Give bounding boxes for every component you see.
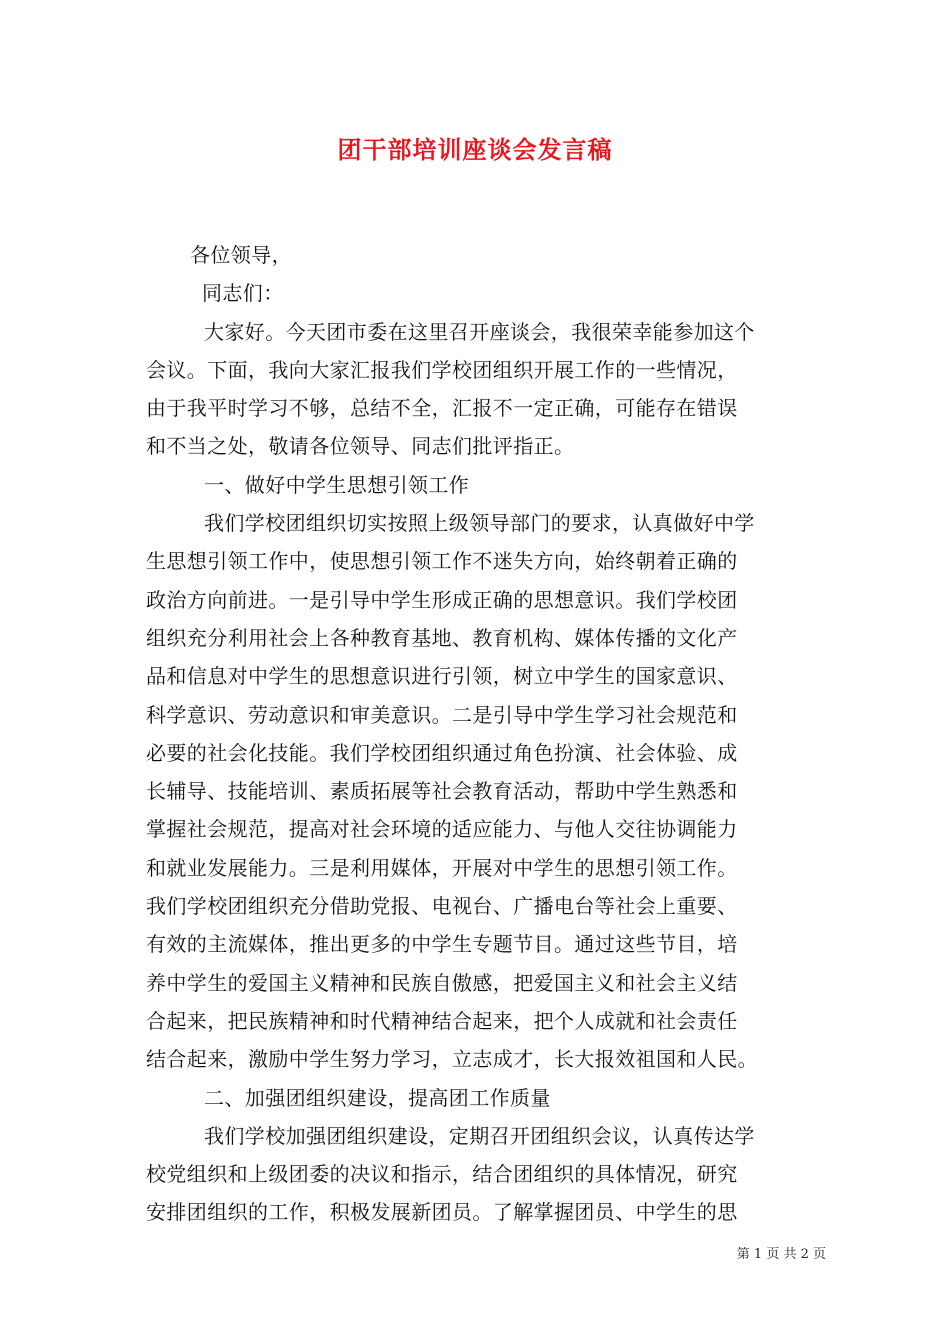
body-line: 必要的社会化技能。我们学校团组织通过角色扮演、社会体验、成	[146, 740, 738, 765]
body-line: 组织充分利用社会上各种教育基地、教育机构、媒体传播的文化产	[146, 625, 738, 650]
body-line: 长辅导、技能培训、素质拓展等社会教育活动，帮助中学生熟悉和	[146, 779, 738, 804]
body-line: 科学意识、劳动意识和审美意识。二是引导中学生学习社会规范和	[146, 702, 738, 727]
body-line: 政治方向前进。一是引导中学生形成正确的思想意识。我们学校团	[146, 587, 738, 612]
document-title: 团干部培训座谈会发言稿	[337, 135, 613, 164]
body-line: 结合起来，激励中学生努力学习，立志成才，长大报效祖国和人民。	[146, 1047, 758, 1072]
body-line: 合起来，把民族精神和时代精神结合起来，把个人成就和社会责任	[146, 1008, 738, 1033]
body-line: 一、做好中学生思想引领工作	[204, 472, 470, 497]
body-line: 二、加强团组织建设，提高团工作质量	[204, 1085, 551, 1110]
body-line: 同志们：	[202, 281, 284, 306]
body-line: 我们学校加强团组织建设，定期召开团组织会议，认真传达学	[204, 1123, 755, 1148]
body-line: 掌握社会规范，提高对社会环境的适应能力、与他人交往协调能力	[146, 817, 738, 842]
body-line: 大家好。今天团市委在这里召开座谈会，我很荣幸能参加这个	[204, 319, 755, 344]
body-line: 会议。下面，我向大家汇报我们学校团组织开展工作的一些情况，	[146, 357, 738, 382]
body-line: 我们学校团组织充分借助党报、电视台、广播电台等社会上重要、	[146, 894, 738, 919]
body-line: 由于我平时学习不够，总结不全，汇报不一定正确，可能存在错误	[146, 396, 738, 421]
body-line: 品和信息对中学生的思想意识进行引领，树立中学生的国家意识、	[146, 664, 738, 689]
body-line: 有效的主流媒体，推出更多的中学生专题节目。通过这些节目，培	[146, 932, 738, 957]
body-line: 生思想引领工作中，使思想引领工作不迷失方向，始终朝着正确的	[146, 549, 738, 574]
body-line: 校党组织和上级团委的决议和指示，结合团组织的具体情况，研究	[146, 1162, 738, 1187]
page-number-footer: 第 1 页 共 2 页	[736, 1247, 826, 1262]
body-line: 我们学校团组织切实按照上级领导部门的要求，认真做好中学	[204, 511, 755, 536]
document-body	[146, 236, 806, 1232]
body-line: 各位领导，	[190, 243, 292, 267]
body-line: 养中学生的爱国主义精神和民族自傲感，把爱国主义和社会主义结	[146, 970, 738, 995]
body-line: 和不当之处，敬请各位领导、同志们批评指正。	[146, 434, 575, 459]
body-line: 和就业发展能力。三是利用媒体，开展对中学生的思想引领工作。	[146, 855, 738, 880]
body-line: 安排团组织的工作，积极发展新团员。了解掌握团员、中学生的思	[146, 1200, 738, 1225]
